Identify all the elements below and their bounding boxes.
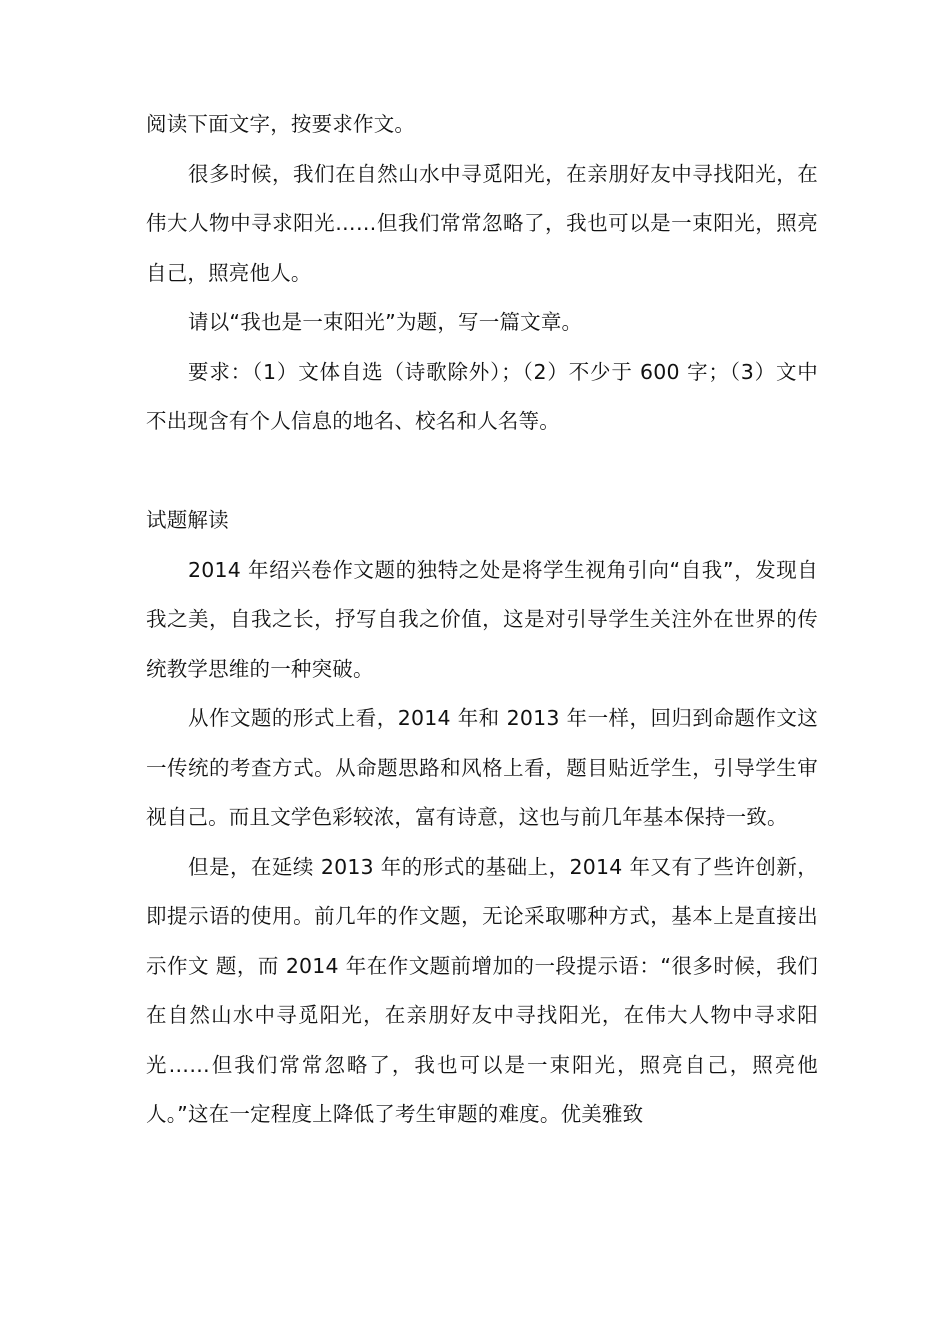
section-heading: 试题解读 — [146, 508, 229, 532]
requirements-paragraph: 要求：（1）文体自选（诗歌除外）；（2）不少于 600 字；（3）文中不出现含有个人信息的地名、校名和人名等。 — [146, 359, 818, 433]
title-instruction: 请以“我也是一束阳光”为题，写一篇文章。 — [188, 310, 583, 334]
analysis-paragraph: 从作文题的形式上看，2014 年和 2013 年一样，回归到命题作文这一传统的考查方式。从命题思路和风格上看，题目贴近学生，引导学生审视自己。而且文学色彩较浓，富有诗意，这也与前几年基本保持一致。 — [146, 706, 818, 829]
analysis-paragraph: 2014 年绍兴卷作文题的独特之处是将学生视角引向“自我”，发现自我之美，自我之长，抒写自我之价值，这是对引导学生关注外在世界的传统教学思维的一种突破。 — [146, 557, 818, 681]
document-body — [146, 100, 818, 1140]
analysis-paragraph: 但是，在延续 2013 年的形式的基础上，2014 年又有了些许创新，即提示语的使用。前几年的作文题，无论采取哪种方式，基本上是直接出示作文 题，而 2014 年在作文题前增加的一段提示语：“很多时候，我们在自然山水中寻觅阳光，在亲朋好友中寻找阳光，在伟大人物中寻求阳光……但我们常常忽略了，我也可以是一束阳光，照亮自己，照亮他人。”这在一定程度上降低了考生审题的难度。优美雅致 — [146, 854, 818, 1126]
intro-line: 阅读下面文字，按要求作文。 — [146, 112, 416, 136]
section-spacer — [146, 447, 818, 497]
prompt-paragraph: 很多时候，我们在自然山水中寻觅阳光，在亲朋好友中寻找阳光，在伟大人物中寻求阳光……但我们常常忽略了，我也可以是一束阳光，照亮自己，照亮他人。 — [146, 161, 818, 285]
